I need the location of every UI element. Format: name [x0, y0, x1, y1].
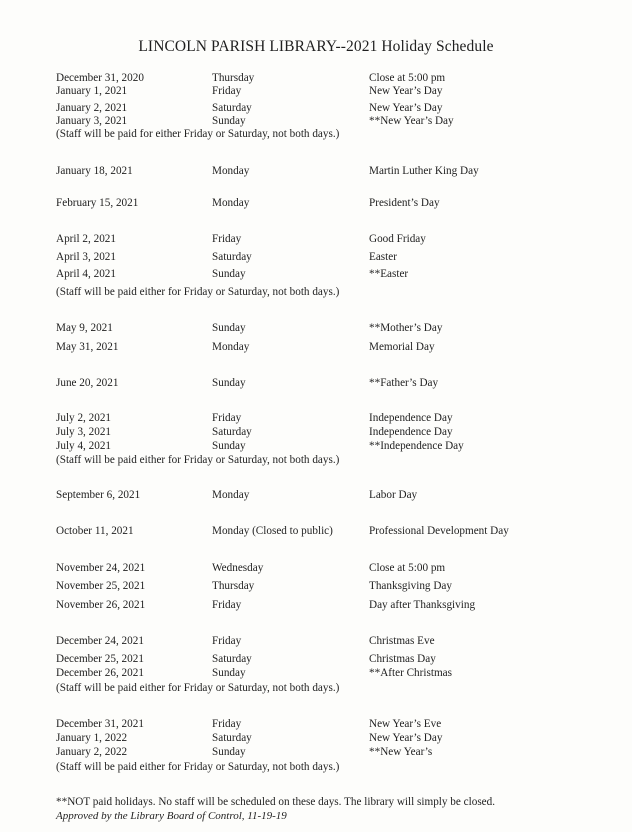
holiday-name: **New Year’s — [369, 746, 433, 758]
holiday-name: Close at 5:00 pm — [369, 72, 446, 84]
holiday-weekday: Thursday — [212, 72, 255, 84]
holiday-weekday: Monday — [212, 197, 250, 209]
holiday-name: New Year’s Eve — [369, 718, 442, 730]
holiday-date: October 11, 2021 — [56, 525, 134, 537]
holiday-weekday: Monday — [212, 165, 250, 177]
holiday-weekday: Saturday — [212, 732, 252, 744]
holiday-weekday: Monday — [212, 341, 250, 353]
staff-pay-note: (Staff will be paid either for Friday or Saturday, not both days.) — [56, 286, 340, 298]
holiday-date: December 25, 2021 — [56, 653, 144, 665]
holiday-name: Close at 5:00 pm — [369, 562, 446, 574]
holiday-name: **New Year’s Day — [369, 115, 454, 127]
holiday-name: Martin Luther King Day — [369, 165, 479, 177]
holiday-name: Good Friday — [369, 233, 426, 245]
holiday-date: May 31, 2021 — [56, 341, 119, 353]
holiday-weekday: Monday (Closed to public) — [212, 525, 333, 537]
holiday-date: December 31, 2020 — [56, 72, 144, 84]
holiday-date: January 2, 2022 — [56, 746, 128, 758]
holiday-name: **Mother’s Day — [369, 322, 443, 334]
holiday-name: **Independence Day — [369, 440, 464, 452]
holiday-date: July 3, 2021 — [56, 426, 112, 438]
holiday-name: Thanksgiving Day — [369, 580, 452, 592]
holiday-weekday: Sunday — [212, 667, 246, 679]
holiday-date: July 2, 2021 — [56, 412, 112, 424]
holiday-weekday: Friday — [212, 718, 242, 730]
holiday-weekday: Friday — [212, 85, 242, 97]
holiday-date: February 15, 2021 — [56, 197, 139, 209]
holiday-date: September 6, 2021 — [56, 489, 141, 501]
holiday-date: May 9, 2021 — [56, 322, 113, 334]
holiday-weekday: Sunday — [212, 115, 246, 127]
holiday-name: Professional Development Day — [369, 525, 509, 537]
holiday-date: April 3, 2021 — [56, 251, 116, 263]
holiday-date: April 4, 2021 — [56, 268, 116, 280]
unpaid-holidays-note: **NOT paid holidays. No staff will be scheduled on these days. The library will simply be closed. — [56, 796, 496, 808]
holiday-date: January 2, 2021 — [56, 102, 128, 114]
page-title: LINCOLN PARISH LIBRARY--2021 Holiday Schedule — [138, 38, 494, 55]
holiday-weekday: Sunday — [212, 268, 246, 280]
holiday-name: New Year’s Day — [369, 102, 443, 114]
holiday-date: April 2, 2021 — [56, 233, 116, 245]
holiday-name: **After Christmas — [369, 667, 452, 679]
holiday-name: New Year’s Day — [369, 85, 443, 97]
holiday-weekday: Saturday — [212, 251, 252, 263]
holiday-weekday: Sunday — [212, 377, 246, 389]
holiday-name: Independence Day — [369, 426, 453, 438]
holiday-date: December 31, 2021 — [56, 718, 144, 730]
board-approval-note: Approved by the Library Board of Control, 11-19-19 — [56, 810, 287, 822]
holiday-weekday: Wednesday — [212, 562, 264, 574]
holiday-date: July 4, 2021 — [56, 440, 112, 452]
holiday-date: December 24, 2021 — [56, 635, 144, 647]
holiday-date: January 18, 2021 — [56, 165, 133, 177]
holiday-date: November 26, 2021 — [56, 599, 146, 611]
holiday-name: Independence Day — [369, 412, 453, 424]
staff-pay-note: (Staff will be paid either for Friday or Saturday, not both days.) — [56, 682, 340, 694]
holiday-name: Christmas Eve — [369, 635, 435, 647]
holiday-weekday: Thursday — [212, 580, 255, 592]
holiday-name: Easter — [369, 251, 397, 263]
holiday-name: Labor Day — [369, 489, 418, 501]
holiday-name: Memorial Day — [369, 341, 435, 353]
holiday-name: **Easter — [369, 268, 409, 280]
holiday-name: **Father’s Day — [369, 377, 439, 389]
holiday-weekday: Friday — [212, 635, 242, 647]
holiday-date: January 1, 2021 — [56, 85, 128, 97]
holiday-weekday: Monday — [212, 489, 250, 501]
holiday-date: January 1, 2022 — [56, 732, 128, 744]
holiday-name: New Year’s Day — [369, 732, 443, 744]
holiday-date: November 25, 2021 — [56, 580, 146, 592]
holiday-name: Christmas Day — [369, 653, 436, 665]
holiday-weekday: Sunday — [212, 322, 246, 334]
holiday-weekday: Saturday — [212, 426, 252, 438]
staff-pay-note: (Staff will be paid for either Friday or Saturday, not both days.) — [56, 128, 340, 140]
holiday-weekday: Saturday — [212, 102, 252, 114]
holiday-date: January 3, 2021 — [56, 115, 128, 127]
staff-pay-note: (Staff will be paid either for Friday or Saturday, not both days.) — [56, 761, 340, 773]
holiday-weekday: Friday — [212, 599, 242, 611]
holiday-date: November 24, 2021 — [56, 562, 146, 574]
holiday-name: Day after Thanksgiving — [369, 599, 476, 611]
holiday-weekday: Saturday — [212, 653, 252, 665]
holiday-date: December 26, 2021 — [56, 667, 144, 679]
holiday-weekday: Friday — [212, 412, 242, 424]
holiday-weekday: Friday — [212, 233, 242, 245]
holiday-weekday: Sunday — [212, 746, 246, 758]
holiday-date: June 20, 2021 — [56, 377, 119, 389]
staff-pay-note: (Staff will be paid either for Friday or Saturday, not both days.) — [56, 454, 340, 466]
holiday-name: President’s Day — [369, 197, 440, 209]
holiday-weekday: Sunday — [212, 440, 246, 452]
